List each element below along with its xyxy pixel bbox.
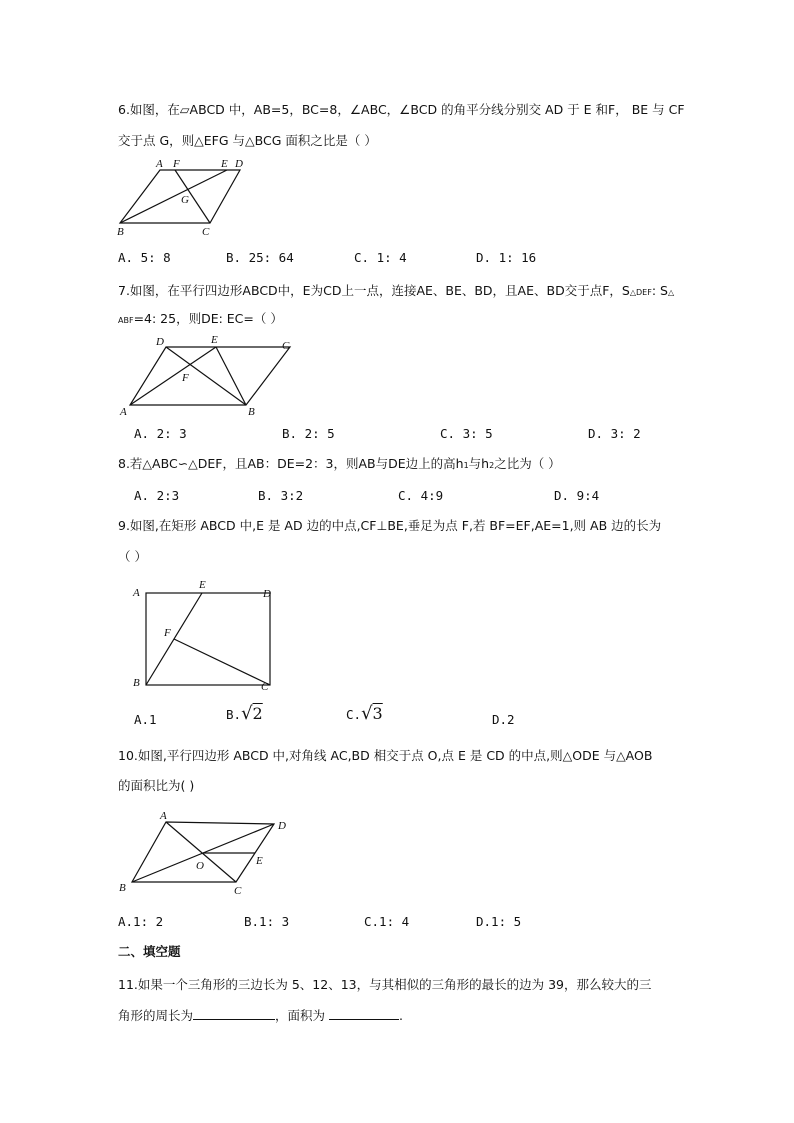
q9-rectangle [146,593,270,685]
q6-option-c[interactable]: C. 1: 4 [354,250,407,265]
q7-stem-text-c: =4: 25，则DE: EC=（ ） [133,311,283,326]
q9-radical-sign-c: √ [361,703,373,724]
q7-label-C: C [282,340,290,352]
q7-label-E: E [211,334,218,346]
q6-label-G: G [181,194,189,206]
q6-stem-line2: 交于点 G，则△EFG 与△BCG 面积之比是（ ） [118,133,377,148]
q9-option-c-radicand: 3 [372,704,383,723]
q6-stem-line1: 6.如图，在▱ABCD 中，AB=5，BC=8，∠ABC，∠BCD 的角平分线分别交 AD 于 E 和F， BE 与 CF [118,102,685,117]
q11-area-blank[interactable] [329,1007,399,1020]
q9-figure [130,578,280,693]
q7-parallelogram [130,347,290,405]
q6-option-d[interactable]: D. 1: 16 [476,250,537,265]
q9-option-b-radicand: 2 [252,704,263,723]
section-title: 二、填空题 [118,944,181,959]
q9-label-A: A [133,587,140,599]
q10-label-E: E [256,855,263,867]
q9-option-c-prefix: C. [346,707,362,722]
q11-stem-line1: 11.如果一个三角形的三边长为 5、12、13，与其相似的三角形的最长的边为 39，那么较大的三 [118,977,652,992]
q7-label-A: A [120,406,127,418]
q9-radical-sign-b: √ [241,703,253,724]
q8-stem [118,456,561,474]
q10-option-d[interactable]: D.1: 5 [476,914,522,929]
q9-label-E: E [199,579,206,591]
q7-segment-BE [216,347,246,405]
q10-option-b[interactable]: B.1: 3 [244,914,290,929]
q11-text-a: 角形的周长为 [118,1008,194,1023]
q10-option-c[interactable]: C.1: 4 [364,914,410,929]
q7-option-c[interactable]: C. 3: 5 [440,426,493,441]
q7-sub-def: △DEF [629,288,652,297]
q10-label-C: C [234,885,242,897]
q7-stem-line1 [118,283,674,301]
q10-diagonal-AC [166,822,236,882]
q10-label-O: O [196,860,204,872]
q9-segment-CF [174,639,270,685]
q9-label-C: C [261,681,269,693]
q8-option-d[interactable]: D. 9:4 [554,488,600,503]
q7-stem-text-b: : S [651,283,668,298]
q6-label-A: A [156,158,163,170]
q9-label-D: D [263,588,271,600]
q7-option-d[interactable]: D. 3: 2 [588,426,641,441]
q8-option-b[interactable]: B. 3:2 [258,488,304,503]
q10-option-a[interactable]: A.1: 2 [118,914,164,929]
q7-stem-line2 [118,311,283,329]
q10-figure [116,808,296,898]
q7-label-D: D [156,336,164,348]
q9-option-a[interactable]: A.1 [134,712,157,727]
q10-stem-line2: 的面积比为( ) [118,778,195,793]
q10-label-A: A [160,810,167,822]
q7-option-a[interactable]: A. 2: 3 [134,426,187,441]
q6-option-b[interactable]: B. 25: 64 [226,250,294,265]
q8-sub-2: 2 [489,461,495,470]
q6-label-D: D [235,158,243,170]
q7-sub-triangle: △ [667,288,675,297]
q6-label-E: E [221,158,228,170]
q6-option-a[interactable]: A. 5: 8 [118,250,171,265]
q8-stem-text-b: 与h [468,456,490,471]
q7-figure [118,333,298,418]
q7-segment-AE [130,347,216,405]
q7-label-F: F [182,372,189,384]
q11-stem-line2 [118,1007,403,1024]
q6-label-C: C [202,226,210,238]
q7-stem-text-a: 7.如图，在平行四边形ABCD中，E为CD上一点，连接AE、BE、BD，且AE、BD交于点F，S [118,283,630,298]
q8-sub-1: 1 [463,461,469,470]
q9-stem-line2: （ ） [118,549,147,564]
q9-stem-line1: 9.如图,在矩形 ABCD 中,E 是 AD 边的中点,CF⊥BE,垂足为点 F,若 BF=EF,AE=1,则 AB 边的长为 [118,518,662,533]
q8-stem-text-a: 8.若△ABC∽△DEF，且AB：DE=2：3，则AB与DE边上的高h [118,456,464,471]
q6-label-F: F [173,158,180,170]
q11-perimeter-blank[interactable] [193,1007,275,1020]
q9-option-b[interactable] [226,703,263,724]
q10-label-B: B [119,882,126,894]
q9-option-b-prefix: B. [226,707,242,722]
q9-label-F: F [164,627,171,639]
q8-option-a[interactable]: A. 2:3 [134,488,180,503]
q9-option-d[interactable]: D.2 [492,712,515,727]
q7-sub-abf: ABF [118,316,134,325]
q7-label-B: B [248,406,255,418]
q11-text-b: ，面积为 [275,1008,329,1023]
q11-text-c: . [399,1008,403,1023]
q6-figure [115,155,255,240]
q9-option-c[interactable] [346,703,383,724]
q9-label-B: B [133,677,140,689]
q8-stem-text-c: 之比为（ ） [494,456,561,471]
q6-segment-BE [120,170,227,223]
q7-option-b[interactable]: B. 2: 5 [282,426,335,441]
q10-stem-line1: 10.如图,平行四边形 ABCD 中,对角线 AC,BD 相交于点 O,点 E 是 CD 的中点,则△ODE 与△AOB [118,748,653,763]
q6-label-B: B [117,226,124,238]
q7-segment-BD [166,347,246,405]
q8-option-c[interactable]: C. 4:9 [398,488,444,503]
q10-label-D: D [278,820,286,832]
